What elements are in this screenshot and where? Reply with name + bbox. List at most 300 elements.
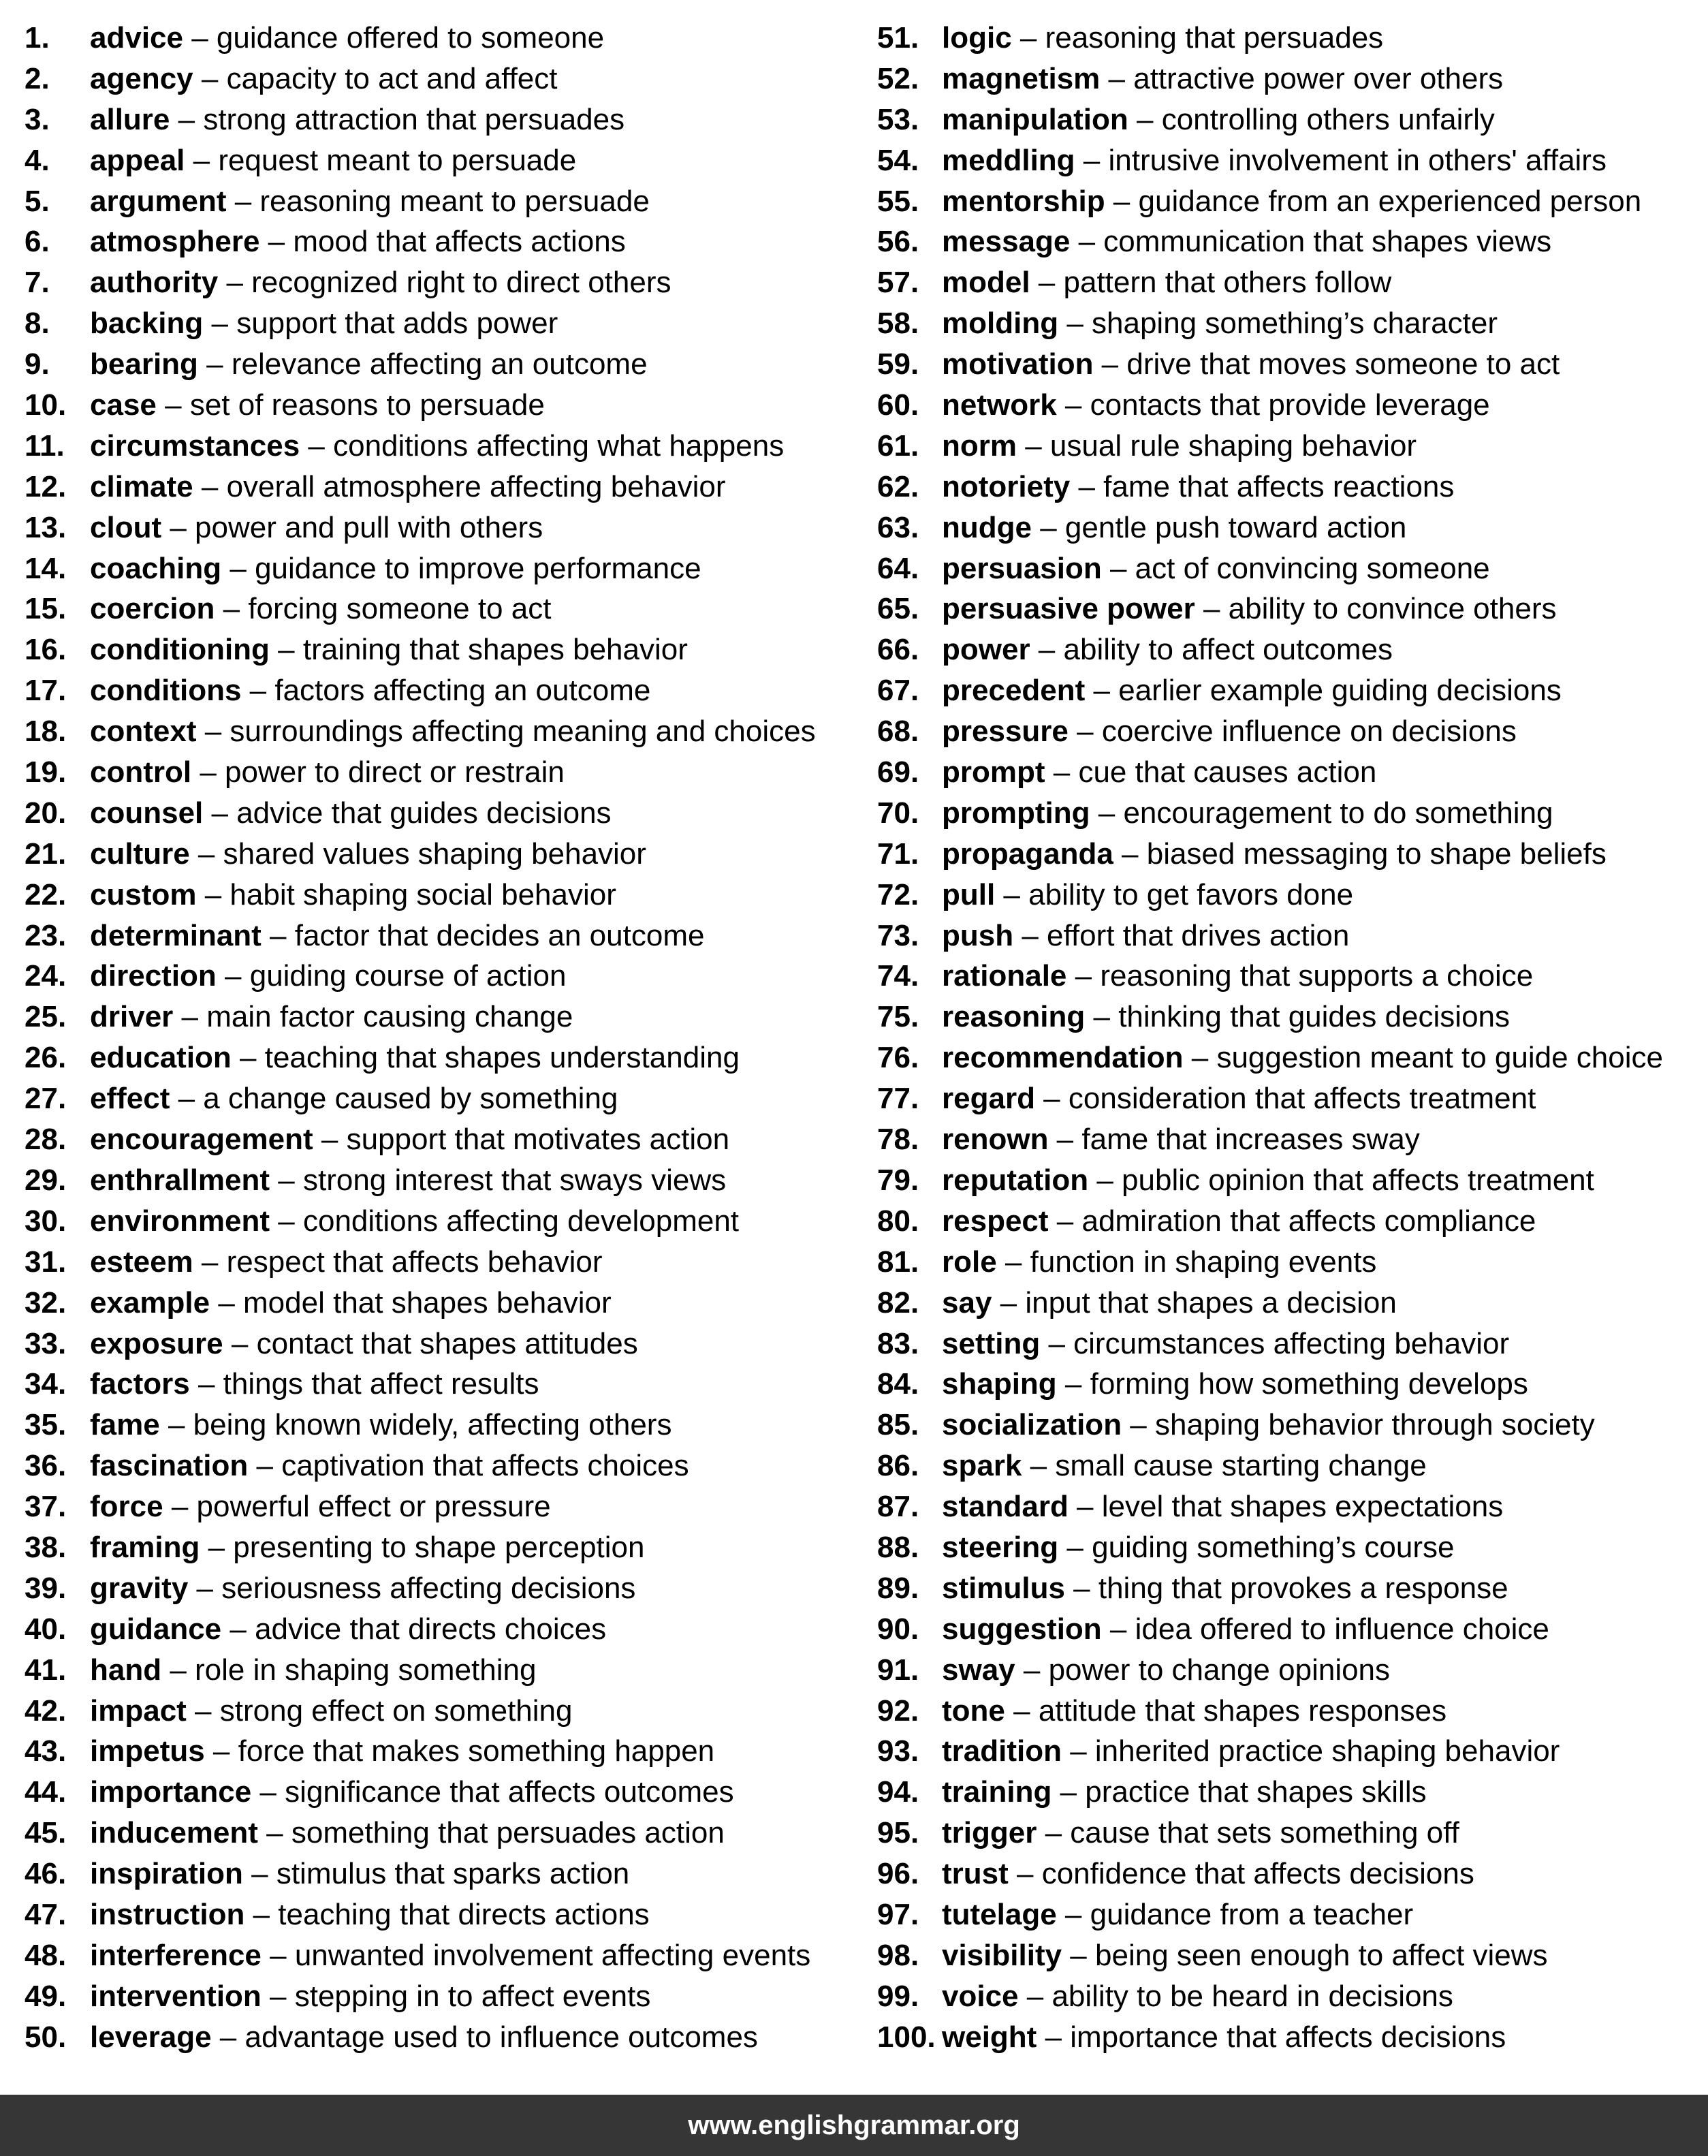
item-separator: – bbox=[1066, 959, 1101, 993]
item-entry bbox=[90, 711, 816, 752]
list-item bbox=[0, 1813, 854, 1854]
item-separator: – bbox=[188, 1571, 222, 1605]
item-term: importance bbox=[90, 1775, 252, 1809]
item-entry bbox=[942, 1731, 1560, 1772]
item-term: visibility bbox=[942, 1938, 1062, 1972]
item-term: coaching bbox=[90, 551, 222, 585]
item-definition: presenting to shape perception bbox=[233, 1530, 645, 1564]
item-term: sway bbox=[942, 1653, 1015, 1687]
item-number: 57. bbox=[877, 266, 919, 300]
item-number: 18. bbox=[25, 715, 67, 749]
item-entry bbox=[90, 303, 558, 344]
item-separator: – bbox=[244, 1897, 279, 1931]
item-term: notoriety bbox=[942, 469, 1071, 503]
item-number: 90. bbox=[877, 1612, 919, 1646]
item-separator: – bbox=[269, 633, 303, 667]
list-item bbox=[0, 1119, 854, 1160]
word-list-left-column bbox=[0, 18, 854, 2058]
item-separator: – bbox=[241, 674, 275, 708]
item-entry bbox=[942, 1486, 1503, 1527]
item-definition: guiding course of action bbox=[249, 959, 567, 993]
item-term: prompting bbox=[942, 796, 1090, 830]
item-separator: – bbox=[1070, 469, 1104, 503]
item-separator: – bbox=[992, 1285, 1026, 1319]
item-number: 41. bbox=[25, 1653, 67, 1687]
item-number: 92. bbox=[877, 1693, 919, 1728]
item-term: stimulus bbox=[942, 1571, 1065, 1605]
item-entry bbox=[942, 181, 1641, 222]
item-entry bbox=[90, 1078, 618, 1119]
item-number: 21. bbox=[25, 837, 67, 871]
item-entry bbox=[90, 752, 565, 793]
item-separator: – bbox=[1070, 225, 1104, 259]
item-entry bbox=[90, 1935, 810, 1976]
item-separator: – bbox=[221, 551, 255, 585]
item-definition: power to change opinions bbox=[1048, 1653, 1391, 1687]
list-item bbox=[854, 1527, 1708, 1568]
item-definition: contact that shapes attitudes bbox=[256, 1326, 638, 1360]
item-separator: – bbox=[185, 143, 219, 177]
item-entry bbox=[90, 2017, 758, 2058]
list-item bbox=[854, 1160, 1708, 1201]
item-number: 10. bbox=[25, 388, 67, 422]
item-definition: teaching that directs actions bbox=[278, 1897, 650, 1931]
list-item bbox=[854, 2017, 1708, 2058]
item-definition: input that shapes a decision bbox=[1025, 1285, 1397, 1319]
item-entry bbox=[942, 221, 1551, 262]
item-term: tradition bbox=[942, 1734, 1062, 1768]
item-definition: a change caused by something bbox=[203, 1082, 618, 1116]
item-separator: – bbox=[1034, 1082, 1069, 1116]
list-item bbox=[854, 221, 1708, 262]
item-number: 44. bbox=[25, 1775, 67, 1809]
item-separator: – bbox=[1056, 1367, 1090, 1401]
item-definition: main factor causing change bbox=[206, 1000, 573, 1034]
item-number: 31. bbox=[25, 1245, 67, 1279]
item-number: 75. bbox=[877, 1000, 919, 1034]
item-separator: – bbox=[261, 1938, 295, 1972]
list-item bbox=[0, 467, 854, 507]
item-definition: conditions affecting what happens bbox=[333, 428, 785, 463]
item-separator: – bbox=[242, 1857, 276, 1891]
item-separator: – bbox=[218, 266, 252, 300]
item-number: 49. bbox=[25, 1979, 67, 2013]
item-term: recommendation bbox=[942, 1041, 1184, 1075]
item-entry bbox=[90, 916, 704, 956]
item-entry bbox=[90, 140, 576, 181]
item-definition: things that affect results bbox=[223, 1367, 539, 1401]
item-term: encouragement bbox=[90, 1123, 313, 1157]
item-entry bbox=[90, 1609, 606, 1650]
item-definition: forcing someone to act bbox=[248, 592, 552, 626]
item-separator: – bbox=[156, 388, 190, 422]
item-definition: mood that affects actions bbox=[293, 225, 626, 259]
item-separator: – bbox=[215, 592, 249, 626]
item-definition: circumstances affecting behavior bbox=[1073, 1326, 1510, 1360]
list-item bbox=[0, 956, 854, 997]
item-term: trigger bbox=[942, 1816, 1037, 1850]
item-definition: level that shapes expectations bbox=[1101, 1490, 1504, 1524]
item-separator: – bbox=[191, 755, 225, 790]
item-definition: admiration that affects compliance bbox=[1081, 1204, 1536, 1238]
item-separator: – bbox=[996, 1245, 1030, 1279]
list-item bbox=[854, 1731, 1708, 1772]
list-item bbox=[854, 1854, 1708, 1894]
item-entry bbox=[90, 548, 701, 589]
item-definition: strong effect on something bbox=[219, 1693, 573, 1728]
list-item bbox=[854, 916, 1708, 956]
item-definition: powerful effect or pressure bbox=[196, 1490, 551, 1524]
list-item bbox=[0, 1772, 854, 1813]
item-entry bbox=[942, 303, 1498, 344]
item-term: fascination bbox=[90, 1449, 249, 1483]
item-number: 43. bbox=[25, 1734, 67, 1768]
item-number: 73. bbox=[877, 918, 919, 952]
item-separator: – bbox=[170, 1082, 204, 1116]
item-separator: – bbox=[204, 1734, 238, 1768]
item-separator: – bbox=[313, 1123, 347, 1157]
item-definition: power and pull with others bbox=[195, 510, 543, 544]
item-separator: – bbox=[173, 1000, 207, 1034]
item-number: 9. bbox=[25, 347, 50, 381]
item-entry bbox=[90, 1283, 612, 1324]
item-number: 94. bbox=[877, 1775, 919, 1809]
list-item bbox=[854, 752, 1708, 793]
item-definition: being seen enough to affect views bbox=[1095, 1938, 1548, 1972]
item-separator: – bbox=[248, 1449, 282, 1483]
item-number: 40. bbox=[25, 1612, 67, 1646]
item-term: allure bbox=[90, 102, 170, 136]
item-term: message bbox=[942, 225, 1071, 259]
list-item bbox=[854, 426, 1708, 467]
item-entry bbox=[942, 1242, 1376, 1283]
list-item bbox=[854, 344, 1708, 385]
list-item bbox=[0, 221, 854, 262]
item-separator: – bbox=[1090, 796, 1124, 830]
item-term: meddling bbox=[942, 143, 1075, 177]
item-separator: – bbox=[1056, 388, 1090, 422]
item-separator: – bbox=[1064, 1571, 1098, 1605]
list-item bbox=[0, 1078, 854, 1119]
item-entry bbox=[90, 834, 646, 875]
item-term: molding bbox=[942, 307, 1059, 341]
list-item bbox=[854, 1691, 1708, 1732]
list-item bbox=[854, 1037, 1708, 1078]
item-definition: importance that affects decisions bbox=[1070, 2020, 1506, 2054]
item-definition: strong interest that sways views bbox=[302, 1163, 727, 1197]
item-separator: – bbox=[1195, 592, 1229, 626]
item-definition: overall atmosphere affecting behavior bbox=[226, 469, 726, 503]
item-number: 55. bbox=[877, 184, 919, 218]
item-separator: – bbox=[193, 469, 227, 503]
item-definition: advice that directs choices bbox=[255, 1612, 607, 1646]
item-term: inducement bbox=[90, 1816, 258, 1850]
item-entry bbox=[90, 1731, 714, 1772]
item-term: setting bbox=[942, 1326, 1041, 1360]
item-entry bbox=[942, 140, 1607, 181]
item-definition: request meant to persuade bbox=[218, 143, 577, 177]
list-item bbox=[854, 1324, 1708, 1364]
item-definition: seriousness affecting decisions bbox=[221, 1571, 636, 1605]
item-separator: – bbox=[1013, 918, 1047, 952]
item-definition: role in shaping something bbox=[195, 1653, 537, 1687]
item-entry bbox=[942, 344, 1560, 385]
item-number: 85. bbox=[877, 1408, 919, 1442]
list-item bbox=[854, 1894, 1708, 1935]
item-number: 58. bbox=[877, 307, 919, 341]
item-number: 26. bbox=[25, 1041, 67, 1075]
item-entry bbox=[942, 507, 1406, 548]
item-separator: – bbox=[1105, 184, 1139, 218]
list-item bbox=[854, 1813, 1708, 1854]
item-number: 51. bbox=[877, 21, 919, 54]
list-item bbox=[0, 916, 854, 956]
item-separator: – bbox=[1183, 1041, 1217, 1075]
item-number: 62. bbox=[877, 469, 919, 503]
list-item bbox=[854, 1242, 1708, 1283]
list-item bbox=[0, 1242, 854, 1283]
list-item bbox=[0, 1405, 854, 1446]
item-entry bbox=[90, 59, 558, 99]
list-item bbox=[854, 1364, 1708, 1405]
list-item bbox=[854, 589, 1708, 629]
list-item bbox=[0, 1894, 854, 1935]
item-number: 7. bbox=[25, 266, 50, 300]
item-number: 32. bbox=[25, 1285, 67, 1319]
list-item bbox=[0, 18, 854, 59]
item-definition: effort that drives action bbox=[1047, 918, 1350, 952]
item-term: rationale bbox=[942, 959, 1067, 993]
item-number: 71. bbox=[877, 837, 919, 871]
list-item bbox=[854, 1650, 1708, 1691]
item-definition: ability to get favors done bbox=[1028, 877, 1354, 911]
item-number: 100. bbox=[877, 2020, 936, 2054]
item-term: agency bbox=[90, 61, 193, 95]
item-number: 25. bbox=[25, 1000, 67, 1034]
item-definition: relevance affecting an outcome bbox=[231, 347, 648, 381]
item-number: 1. bbox=[25, 21, 50, 54]
list-item bbox=[0, 1201, 854, 1242]
item-entry bbox=[942, 711, 1517, 752]
item-entry bbox=[90, 589, 551, 629]
item-term: training bbox=[942, 1775, 1052, 1809]
item-entry bbox=[942, 1609, 1549, 1650]
item-definition: set of reasons to persuade bbox=[189, 388, 545, 422]
item-entry bbox=[90, 507, 543, 548]
item-definition: suggestion meant to guide choice bbox=[1216, 1041, 1663, 1075]
item-number: 82. bbox=[877, 1285, 919, 1319]
item-separator: – bbox=[270, 1204, 303, 1238]
item-term: pressure bbox=[942, 715, 1069, 749]
item-entry bbox=[90, 956, 566, 997]
item-entry bbox=[90, 1446, 689, 1486]
item-entry bbox=[90, 344, 648, 385]
item-term: weight bbox=[942, 2020, 1037, 2054]
item-separator: – bbox=[196, 715, 230, 749]
item-number: 86. bbox=[877, 1449, 919, 1483]
item-entry bbox=[90, 1324, 638, 1364]
list-item bbox=[0, 1935, 854, 1976]
item-number: 22. bbox=[25, 877, 67, 911]
item-separator: – bbox=[1048, 1204, 1082, 1238]
item-entry bbox=[942, 1201, 1536, 1242]
item-definition: factor that decides an outcome bbox=[294, 918, 705, 952]
item-separator: – bbox=[1068, 715, 1102, 749]
item-entry bbox=[942, 1527, 1455, 1568]
item-number: 63. bbox=[877, 510, 919, 544]
list-item bbox=[854, 18, 1708, 59]
item-entry bbox=[942, 752, 1376, 793]
item-term: context bbox=[90, 715, 197, 749]
item-separator: – bbox=[1085, 674, 1119, 708]
item-entry bbox=[90, 1201, 739, 1242]
item-number: 95. bbox=[877, 1816, 919, 1850]
item-definition: function in shaping events bbox=[1030, 1245, 1377, 1279]
item-number: 50. bbox=[25, 2020, 67, 2054]
list-item bbox=[0, 548, 854, 589]
list-item bbox=[854, 1772, 1708, 1813]
item-definition: gentle push toward action bbox=[1064, 510, 1407, 544]
list-item bbox=[854, 793, 1708, 834]
item-entry bbox=[942, 1446, 1427, 1486]
item-entry bbox=[942, 793, 1553, 834]
item-term: prompt bbox=[942, 755, 1045, 790]
item-definition: thing that provokes a response bbox=[1098, 1571, 1508, 1605]
item-number: 23. bbox=[25, 918, 67, 952]
item-definition: shaping behavior through society bbox=[1155, 1408, 1595, 1442]
item-number: 91. bbox=[877, 1653, 919, 1687]
item-term: framing bbox=[90, 1530, 200, 1564]
item-entry bbox=[942, 916, 1349, 956]
item-term: bearing bbox=[90, 347, 198, 381]
footer-url: www.englishgrammar.org bbox=[688, 2110, 1020, 2140]
item-definition: forming how something develops bbox=[1090, 1367, 1528, 1401]
item-entry bbox=[942, 1976, 1453, 2017]
item-term: tone bbox=[942, 1693, 1005, 1728]
list-item bbox=[854, 711, 1708, 752]
item-separator: – bbox=[1037, 1816, 1071, 1850]
item-definition: thinking that guides decisions bbox=[1118, 1000, 1511, 1034]
item-entry bbox=[942, 1568, 1508, 1609]
list-item bbox=[854, 507, 1708, 548]
item-separator: – bbox=[170, 102, 204, 136]
item-term: gravity bbox=[90, 1571, 189, 1605]
item-term: precedent bbox=[942, 674, 1086, 708]
item-term: propaganda bbox=[942, 837, 1113, 871]
item-term: mentorship bbox=[942, 184, 1105, 218]
item-term: circumstances bbox=[90, 428, 300, 463]
item-definition: stimulus that sparks action bbox=[276, 1857, 630, 1891]
item-number: 19. bbox=[25, 755, 67, 790]
item-entry bbox=[90, 1160, 726, 1201]
item-number: 65. bbox=[877, 592, 919, 626]
item-term: exposure bbox=[90, 1326, 223, 1360]
item-number: 76. bbox=[877, 1041, 919, 1075]
footer-bar bbox=[0, 2095, 1708, 2156]
item-term: pull bbox=[942, 877, 996, 911]
list-item bbox=[0, 1486, 854, 1527]
item-term: say bbox=[942, 1285, 992, 1319]
item-entry bbox=[942, 1037, 1663, 1078]
item-number: 36. bbox=[25, 1449, 67, 1483]
item-separator: – bbox=[1031, 510, 1065, 544]
item-entry bbox=[942, 426, 1417, 467]
item-term: model bbox=[942, 266, 1030, 300]
item-definition: habit shaping social behavior bbox=[230, 877, 616, 911]
item-term: determinant bbox=[90, 918, 262, 952]
item-term: shaping bbox=[942, 1367, 1057, 1401]
item-term: persuasive power bbox=[942, 592, 1195, 626]
list-item bbox=[854, 997, 1708, 1037]
item-number: 27. bbox=[25, 1082, 67, 1116]
item-entry bbox=[90, 1976, 650, 2017]
item-separator: – bbox=[1058, 1530, 1092, 1564]
item-definition: significance that affects outcomes bbox=[285, 1775, 734, 1809]
item-definition: reasoning meant to persuade bbox=[259, 184, 650, 218]
list-item bbox=[0, 262, 854, 303]
item-number: 69. bbox=[877, 755, 919, 790]
list-item bbox=[854, 875, 1708, 916]
item-number: 67. bbox=[877, 674, 919, 708]
item-term: intervention bbox=[90, 1979, 262, 2013]
item-term: authority bbox=[90, 266, 219, 300]
item-term: culture bbox=[90, 837, 190, 871]
item-number: 93. bbox=[877, 1734, 919, 1768]
item-term: education bbox=[90, 1041, 232, 1075]
item-definition: small cause starting change bbox=[1055, 1449, 1427, 1483]
item-separator: – bbox=[210, 1285, 244, 1319]
item-definition: guidance to improve performance bbox=[255, 551, 701, 585]
item-separator: – bbox=[1062, 1938, 1095, 1972]
item-term: conditioning bbox=[90, 633, 270, 667]
list-item bbox=[0, 1609, 854, 1650]
item-term: guidance bbox=[90, 1612, 222, 1646]
item-definition: captivation that affects choices bbox=[281, 1449, 689, 1483]
item-number: 53. bbox=[877, 102, 919, 136]
list-item bbox=[854, 629, 1708, 670]
item-number: 30. bbox=[25, 1204, 67, 1238]
item-entry bbox=[942, 997, 1510, 1037]
list-item bbox=[0, 875, 854, 916]
item-separator: – bbox=[1068, 1490, 1102, 1524]
item-definition: being known widely, affecting others bbox=[193, 1408, 672, 1442]
list-item bbox=[0, 1650, 854, 1691]
item-separator: – bbox=[221, 1612, 255, 1646]
item-entry bbox=[90, 997, 573, 1037]
item-entry bbox=[942, 1324, 1509, 1364]
item-definition: guidance from an experienced person bbox=[1138, 184, 1642, 218]
item-number: 17. bbox=[25, 674, 67, 708]
item-separator: – bbox=[161, 510, 195, 544]
item-term: respect bbox=[942, 1204, 1049, 1238]
list-item bbox=[854, 1119, 1708, 1160]
item-separator: – bbox=[183, 21, 217, 54]
list-item bbox=[854, 303, 1708, 344]
item-separator: – bbox=[1030, 633, 1064, 667]
item-entry bbox=[942, 629, 1393, 670]
item-definition: pattern that others follow bbox=[1063, 266, 1392, 300]
item-term: hand bbox=[90, 1653, 162, 1687]
item-term: magnetism bbox=[942, 61, 1101, 95]
list-item bbox=[854, 1486, 1708, 1527]
item-definition: factors affecting an outcome bbox=[274, 674, 651, 708]
item-entry bbox=[942, 2017, 1506, 2058]
item-separator: – bbox=[1100, 61, 1134, 95]
item-number: 39. bbox=[25, 1571, 67, 1605]
item-definition: public opinion that affects treatment bbox=[1122, 1163, 1594, 1197]
item-definition: ability to be heard in decisions bbox=[1051, 1979, 1453, 2013]
item-number: 8. bbox=[25, 307, 50, 341]
